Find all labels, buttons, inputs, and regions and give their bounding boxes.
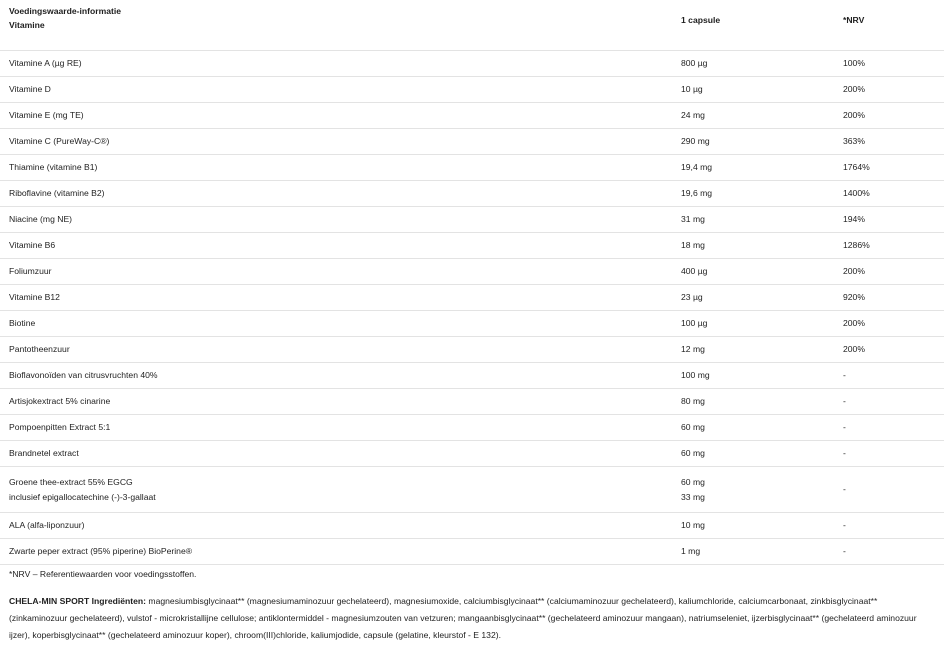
- table-row: Pompoenpitten Extract 5:1 60 mg -: [0, 415, 944, 441]
- header-dose: 1 capsule: [672, 2, 834, 51]
- table-row: Thiamine (vitamine B1) 19,4 mg 1764%: [0, 155, 944, 181]
- table-row: Foliumzuur 400 µg 200%: [0, 259, 944, 285]
- table-row: Artisjokextract 5% cinarine 80 mg -: [0, 389, 944, 415]
- table-row: Vitamine B6 18 mg 1286%: [0, 233, 944, 259]
- table-row: Vitamine A (µg RE) 800 µg 100%: [0, 51, 944, 77]
- header-nrv: *NRV: [834, 2, 944, 51]
- table-subtitle: Vitamine: [9, 20, 45, 30]
- ingredients-label: CHELA-MIN SPORT Ingrediënten:: [9, 596, 147, 606]
- table-row: Brandnetel extract 60 mg -: [0, 441, 944, 467]
- table-header: [0, 2, 944, 51]
- table-row: ALA (alfa-liponzuur) 10 mg -: [0, 513, 944, 539]
- table-row: Bioflavonoïden van citrusvruchten 40% 100 mg -: [0, 363, 944, 389]
- table-row: Zwarte peper extract (95% piperine) BioPerine® 1 mg -: [0, 539, 944, 565]
- nrv-footnote: *NRV – Referentiewaarden voor voedingsstoffen.: [9, 569, 197, 579]
- table-row: Niacine (mg NE) 31 mg 194%: [0, 207, 944, 233]
- ingredients-paragraph: [9, 593, 934, 644]
- table-row-green-tea: Groene thee-extract 55% EGCG inclusief epigallocatechine (-)-3-gallaat 60 mg 33 mg -: [0, 467, 944, 513]
- table-body: [0, 51, 944, 565]
- table-row: Biotine 100 µg 200%: [0, 311, 944, 337]
- table-row: Vitamine E (mg TE) 24 mg 200%: [0, 103, 944, 129]
- table-title: Voedingswaarde-informatie: [9, 6, 122, 16]
- ingredients-text: magnesiumbisglycinaat** (magnesiumaminozuur gechelateerd), magnesiumoxide, calciumbisglycinaat** (calciumaminozuur gechelateerd), kaliumchloride, calciumcarbonaat, zinkbisglycinaat** (zinkaminozuur gechelateerd), vulstof - microkristallijne cellulose; antiklontermiddel - magnesiumzouten van vetzuren; mangaanbisglycinaat** (gechelateerd aminozuur mangaan), natriumseleniet, ijzerbisglycinaat** (gechelateerd aminozuur ijzer), koperbisglycinaat** (gechelateerd aminozuur koper), chroom(III)chloride, kaliumjodide, capsule (gelatine, kleurstof - E 132).: [9, 596, 917, 640]
- table-row: Vitamine C (PureWay-C®) 290 mg 363%: [0, 129, 944, 155]
- table-row: Vitamine D 10 µg 200%: [0, 77, 944, 103]
- table-row: Riboflavine (vitamine B2) 19,6 mg 1400%: [0, 181, 944, 207]
- nutrition-table: [0, 2, 944, 565]
- table-row: Vitamine B12 23 µg 920%: [0, 285, 944, 311]
- header-name-cell: [0, 2, 672, 51]
- table-row: Pantotheenzuur 12 mg 200%: [0, 337, 944, 363]
